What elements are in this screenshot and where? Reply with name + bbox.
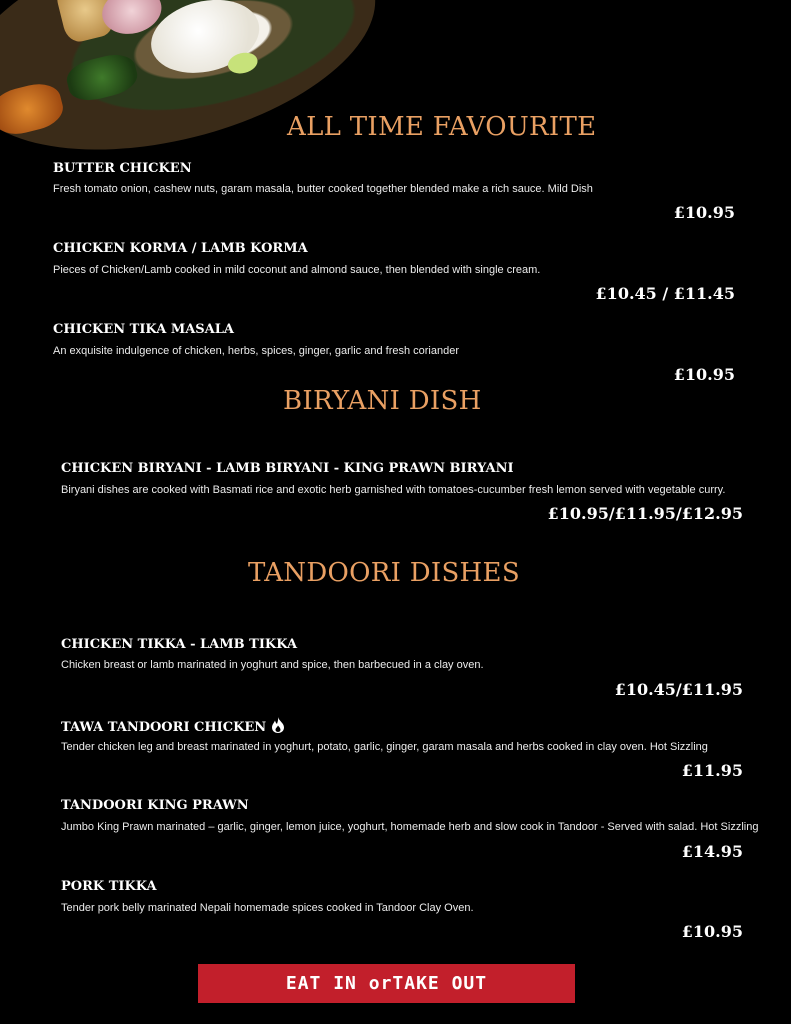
item-name-biryani: CHICKEN BIRYANI - LAMB BIRYANI - KING PRAWN BIRYANI (61, 461, 514, 476)
item-desc-tika-masala: An exquisite indulgence of chicken, herbs, spices, ginger, garlic and fresh coriander (53, 345, 460, 357)
item-name-tandoori-king-prawn: TANDOORI KING PRAWN (61, 798, 249, 813)
item-desc-korma: Pieces of Chicken/Lamb cooked in mild coconut and almond sauce, then blended with single cream. (53, 264, 541, 276)
item-name-tika-masala: CHICKEN TIKA MASALA (53, 322, 234, 337)
section-title-biryani-dish: BIRYANI DISH (283, 386, 482, 416)
salad-greens (63, 50, 141, 106)
item-price-butter-chicken: £10.95 (673, 203, 735, 222)
item-name-butter-chicken: BUTTER CHICKEN (53, 161, 192, 176)
section-title-all-time-favourite: ALL TIME FAVOURITE (287, 112, 597, 142)
section-title-tandoori-dishes: TANDOORI DISHES (248, 558, 520, 588)
item-price-pork-tikka: £10.95 (681, 922, 743, 941)
eat-in-take-out-banner: EAT IN orTAKE OUT (198, 964, 575, 1003)
item-price-chicken-lamb-tikka: £10.45/£11.95 (614, 680, 743, 699)
item-name-chicken-lamb-tikka: CHICKEN TIKKA - LAMB TIKKA (61, 637, 298, 652)
food-platter-photo (0, 0, 398, 188)
item-price-biryani: £10.95/£11.95/£12.95 (547, 504, 743, 523)
tandoori-chicken-pieces (0, 79, 67, 140)
item-desc-pork-tikka: Tender pork belly marinated Nepali homemade spices cooked in Tandoor Clay Oven. (61, 902, 474, 914)
item-name-tawa-tandoori-chicken-label: TAWA TANDOORI CHICKEN (61, 720, 267, 735)
item-price-korma: £10.45 / £11.45 (595, 284, 735, 303)
item-price-tika-masala: £10.95 (673, 365, 735, 384)
item-desc-chicken-lamb-tikka: Chicken breast or lamb marinated in yoghurt and spice, then barbecued in a clay oven. (61, 659, 484, 671)
item-price-tawa-tandoori-chicken: £11.95 (681, 761, 743, 780)
item-desc-tandoori-king-prawn: Jumbo King Prawn marinated – garlic, ginger, lemon juice, yoghurt, homemade herb and slow cook in Tandoor - Served with salad. Hot Sizzling (61, 821, 759, 833)
item-desc-butter-chicken: Fresh tomato onion, cashew nuts, garam masala, butter cooked together blended make a rich sauce. Mild Dish (53, 183, 593, 195)
flame-icon (271, 717, 285, 737)
item-price-tandoori-king-prawn: £14.95 (681, 842, 743, 861)
item-desc-biryani: Biryani dishes are cooked with Basmati rice and exotic herb garnished with tomatoes-cucumber fresh lemon served with vegetable curry. (61, 484, 726, 496)
item-name-pork-tikka: PORK TIKKA (61, 879, 157, 894)
item-desc-tawa-tandoori-chicken: Tender chicken leg and breast marinated in yoghurt, potato, garlic, ginger, garam masala and herbs cooked in clay oven. Hot Sizzling (61, 741, 708, 753)
item-name-tawa-tandoori-chicken (61, 717, 285, 737)
item-name-korma: CHICKEN KORMA / LAMB KORMA (53, 241, 308, 256)
